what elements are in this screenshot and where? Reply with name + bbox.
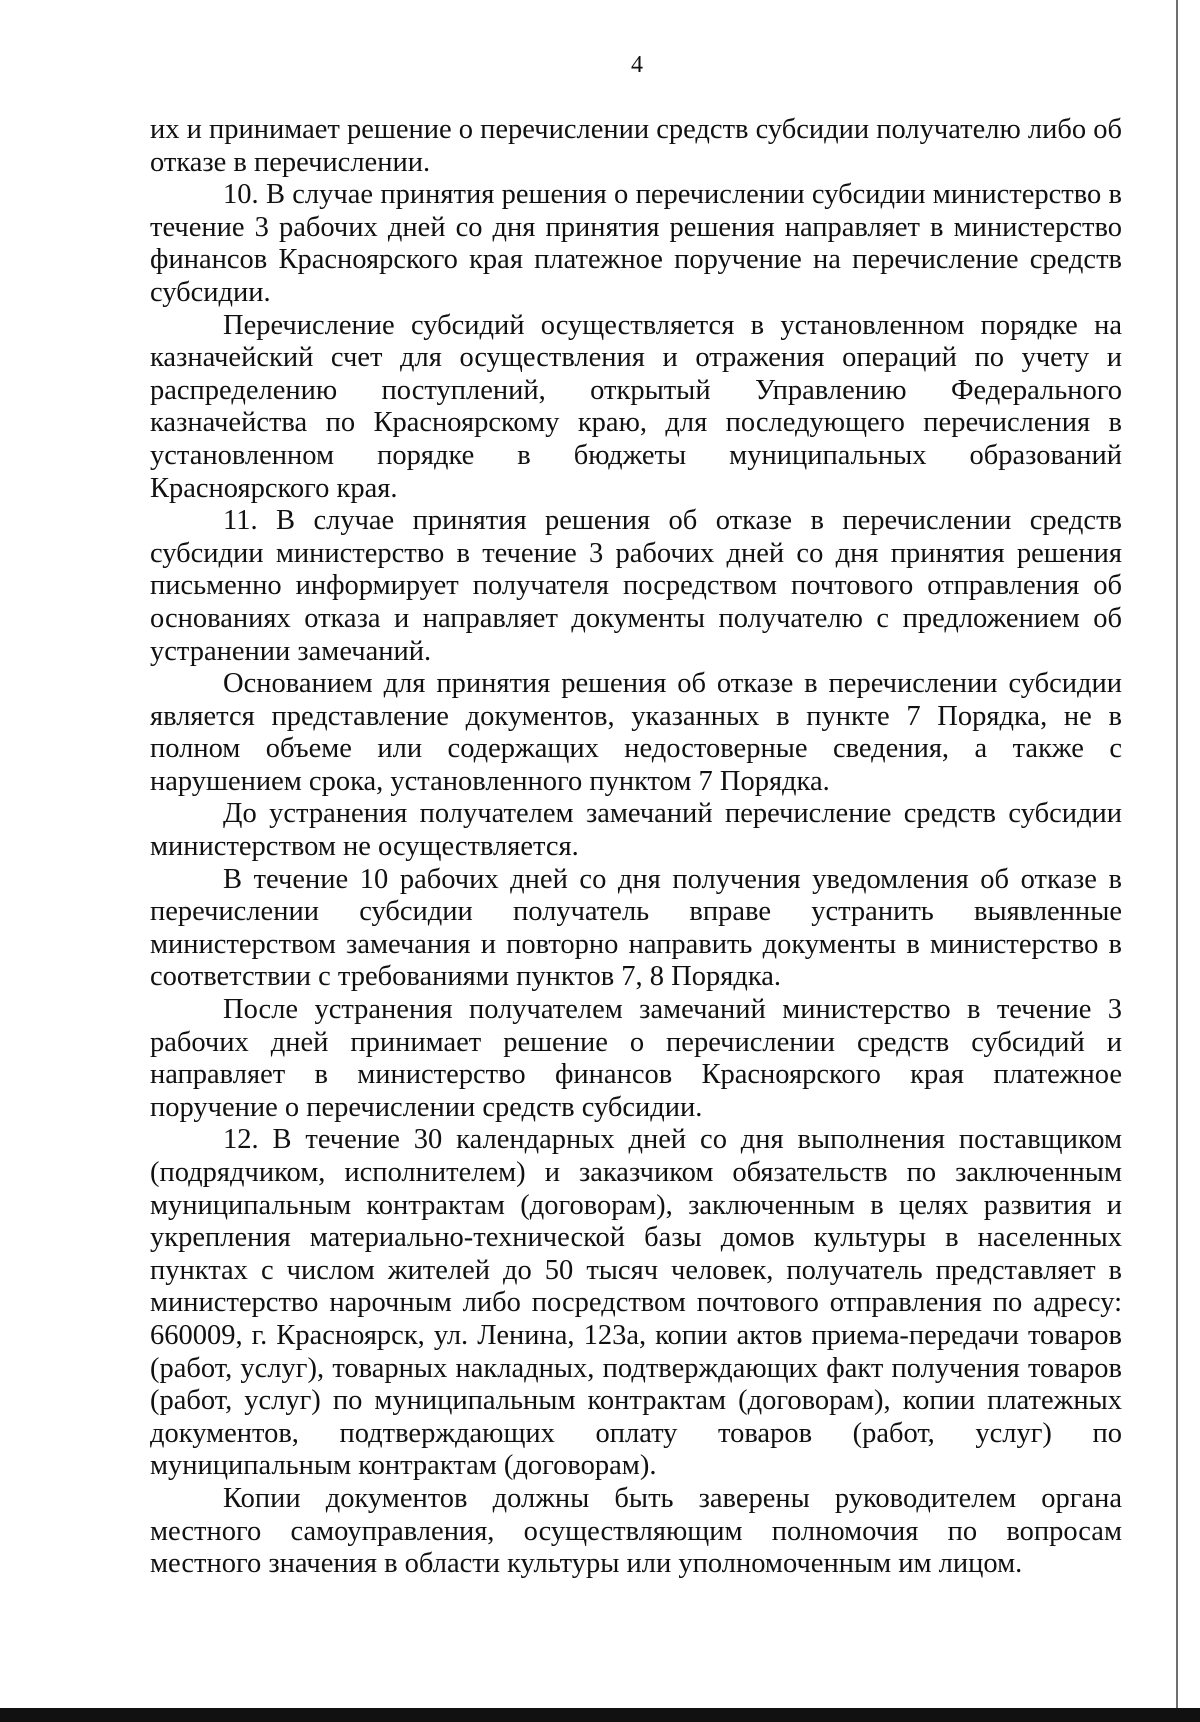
paragraph-item-12: 12. В течение 30 календарных дней со дня выполнения поставщиком (подрядчиком, исполнителем) и заказчиком обязательств по заключенным муниципальным контрактам (договорам), заключенным в целях развития и укрепления материально-технической базы домов культуры в населенных пунктах с числом жителей до 50 тысяч человек, получатель представляет в министерство нарочным либо посредством почтового отправления по адресу: 660009, г. Красноярск, ул. Ленина, 123а, копии актов приема-передачи товаров (работ, услуг), товарных накладных, подтверждающих факт получения товаров (работ, услуг) по муниципальным контрактам (договорам), копии платежных документов, подтверждающих оплату товаров (работ, услуг) по муниципальным контрактам (договорам).	[150, 1124, 1122, 1482]
paragraph-ten-days: В течение 10 рабочих дней со дня получения уведомления об отказе в перечислении субсидии получатель вправе устранить выявленные министерством замечания и повторно направить документы в министерство в соответствии с требованиями пунктов 7, 8 Порядка.	[150, 863, 1122, 993]
paragraph-until-elimination: До устранения получателем замечаний перечисление средств субсидии министерством не осуществляется.	[150, 798, 1122, 863]
paragraph-continuation: их и принимает решение о перечислении средств субсидии получателю либо об отказе в перечислении.	[150, 114, 1122, 178]
page-number: 4	[631, 52, 643, 78]
paragraph-item-11: 11. В случае принятия решения об отказе в перечислении средств субсидии министерство в течение 3 рабочих дней со дня принятия решения письменно информирует получателя посредством почтового отправления об основаниях отказа и направляет документы получателю с предложением об устранении замечаний.	[150, 505, 1122, 667]
scan-edge-right	[1176, 0, 1178, 1722]
document-body	[150, 114, 1122, 1581]
paragraph-transfer-procedure: Перечисление субсидий осуществляется в установленном порядке на казначейский счет для осуществления и отражения операций по учету и распределению поступлений, открытый Управлению Федерального казначейства по Красноярскому краю, для последующего перечисления в установленном порядке в бюджеты муниципальных образований Красноярского края.	[150, 309, 1122, 504]
paragraph-certified-copies: Копии документов должны быть заверены руководителем органа местного самоуправления, осуществляющим полномочия по вопросам местного значения в области культуры или уполномоченным им лицом.	[150, 1482, 1122, 1580]
paragraph-refusal-grounds: Основанием для принятия решения об отказе в перечислении субсидии является представление документов, указанных в пункте 7 Порядка, не в полном объеме или содержащих недостоверные сведения, а также с нарушением срока, установленного пунктом 7 Порядка.	[150, 668, 1122, 797]
paragraph-item-10: 10. В случае принятия решения о перечислении субсидии министерство в течение 3 рабочих дней со дня принятия решения направляет в министерство финансов Красноярского края платежное поручение на перечисление средств субсидии.	[150, 179, 1122, 308]
paragraph-after-elimination: После устранения получателем замечаний министерство в течение 3 рабочих дней принимает решение о перечислении средств субсидий и направляет в министерство финансов Красноярского края платежное поручение о перечислении средств субсидии.	[150, 994, 1122, 1123]
scan-edge-bottom	[0, 1708, 1200, 1722]
